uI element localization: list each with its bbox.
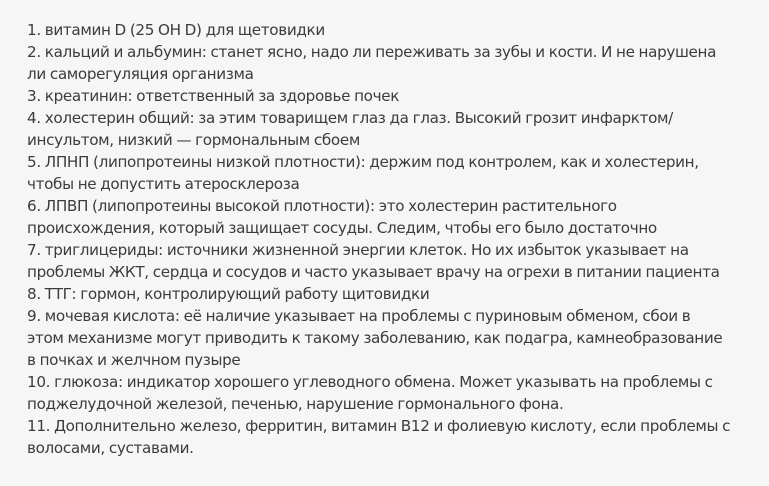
list-item-3: 3. креатинин: ответственный за здоровье почек <box>27 87 400 105</box>
analysis-list <box>27 19 767 459</box>
list-item-5: 5. ЛПНП (липопротеины низкой плотности): держим под контролем, как и холестерин, чтобы не допустить атеросклероза <box>27 153 699 193</box>
list-item-10: 10. глюкоза: индикатор хорошего углеводного обмена. Может указывать на проблемы с поджелудочной железой, печенью, нарушение гормонального фона. <box>27 373 713 413</box>
list-item-2: 2. кальций и альбумин: станет ясно, надо ли переживать за зубы и кости. И не нарушена ли саморегуляция организма <box>27 43 717 83</box>
list-item-11: 11. Дополнительно железо, ферритин, витамин В12 и фолиевую кислоту, если проблемы с волосами, суставами. <box>27 417 731 457</box>
list-item-6: 6. ЛПВП (липопротеины высокой плотности): это холестерин растительного происхождения, который защищает сосуды. Следим, чтобы его было достаточно <box>27 197 657 237</box>
list-item-4: 4. холестерин общий: за этим товарищем глаз да глаз. Высокий грозит инфарктом/ инсультом, низкий — гормональным сбоем <box>27 109 673 149</box>
list-item-7: 7. триглицериды: источники жизненной энергии клеток. Но их избыток указывает на проблемы ЖКТ, сердца и сосудов и часто указывает врачу на огрехи в питании пациента <box>27 241 720 281</box>
list-item-8: 8. ТТГ: гормон, контролирующий работу щитовидки <box>27 285 430 303</box>
list-item-1: 1. витамин D (25 OH D) для щетовидки <box>27 21 325 39</box>
list-item-9: 9. мочевая кислота: её наличие указывает на проблемы с пуриновым обменом, сбои в этом механизме могут приводить к такому заболеванию, как подагра, камнеобразование в почках и желчном пузыре <box>27 307 723 369</box>
